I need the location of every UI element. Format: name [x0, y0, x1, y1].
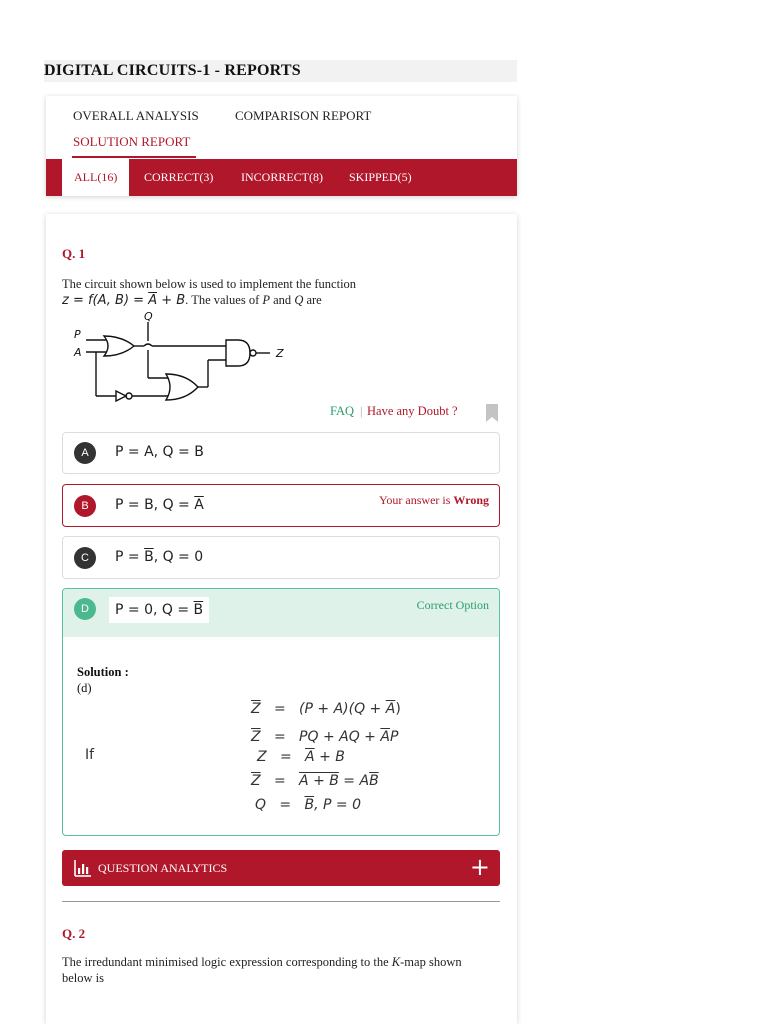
option-b-text: P = B, $Q = \overline{A}$ [115, 497, 204, 513]
circuit-label-a: A [74, 346, 82, 359]
option-c-text: $P = \overline{B}$, Q = 0 [115, 549, 204, 565]
filter-incorrect[interactable]: INCORRECT(8) [241, 170, 323, 184]
answer-status: Your answer is Wrong [378, 493, 489, 507]
question-2-text: The irredundant minimised logic expression corresponding to the K-map shown below is [62, 955, 462, 985]
solution-label: Solution : [77, 665, 129, 679]
tab-solution-report[interactable]: SOLUTION REPORT [73, 134, 191, 149]
solution-eq5: Q = $\overline{B}$, P = 0 [255, 797, 361, 813]
option-b[interactable] [62, 484, 500, 527]
solution-eq4: $\overline{Z}$ = $A + B = A\overline{B}$ [251, 773, 379, 789]
circuit-diagram [64, 310, 296, 402]
faq-link[interactable]: FAQ [330, 404, 355, 418]
filter-correct[interactable]: CORRECT(3) [144, 170, 214, 184]
solution-eq1: $\overline{Z}$ = $(P + A)(Q + \overline{A})$ [251, 701, 401, 717]
question-analytics-label: QUESTION ANALYTICS [98, 861, 228, 875]
question-card [46, 214, 517, 1024]
circuit-label-z: Z [276, 347, 284, 360]
page-title-bar [44, 60, 517, 82]
option-b-letter: B [74, 495, 96, 517]
option-c[interactable] [62, 536, 500, 579]
filter-bar [46, 159, 517, 196]
question-number: Q. 1 [62, 246, 86, 261]
expand-plus-icon[interactable]: + [469, 853, 490, 881]
circuit-label-q: Q [144, 310, 153, 323]
question-2-number: Q. 2 [62, 926, 86, 941]
solution-if: If [85, 747, 95, 763]
question-text: The circuit shown below is used to implement the function z = f(A, $B) = \overline{A} + B$. The values of P and Q are [62, 277, 357, 308]
option-d-text: P = 0, $Q = \overline{B}$ [109, 597, 209, 623]
question-analytics-bar[interactable] [62, 850, 500, 886]
circuit-label-p: P [74, 328, 81, 341]
doubt-link[interactable]: Have any Doubt ? [367, 404, 458, 418]
tab-overall-analysis[interactable]: OVERALL ANALYSIS [73, 108, 199, 123]
solution-eq2: $\overline{Z}$ = PQ + AQ + $\overline{A}P$ [251, 729, 399, 745]
bookmark-icon[interactable] [486, 404, 498, 422]
tab-comparison-report[interactable]: COMPARISON REPORT [235, 108, 372, 123]
correct-option-label: Correct Option [416, 598, 489, 612]
function-expression: z = f(A, $B) = \overline{A} + B$ [62, 293, 186, 308]
filter-skipped[interactable]: SKIPPED(5) [349, 170, 412, 184]
report-nav [46, 96, 517, 196]
option-a-text: P = A, Q = B [115, 444, 204, 460]
solution-answer: (d) [77, 681, 92, 695]
option-a[interactable] [62, 432, 500, 474]
question-divider [62, 901, 500, 902]
filter-all[interactable]: ALL(16) [62, 159, 129, 196]
active-tab-underline [72, 156, 196, 158]
option-a-letter: A [74, 442, 96, 464]
bar-chart-icon [74, 859, 92, 877]
solution-eq3: Z = $\overline{A} + B$ [257, 749, 345, 765]
option-c-letter: C [74, 547, 96, 569]
option-d[interactable] [62, 588, 500, 836]
option-d-letter: D [74, 598, 96, 620]
link-separator: | [360, 404, 363, 418]
page-title: DIGITAL CIRCUITS-1 - REPORTS [44, 62, 301, 79]
